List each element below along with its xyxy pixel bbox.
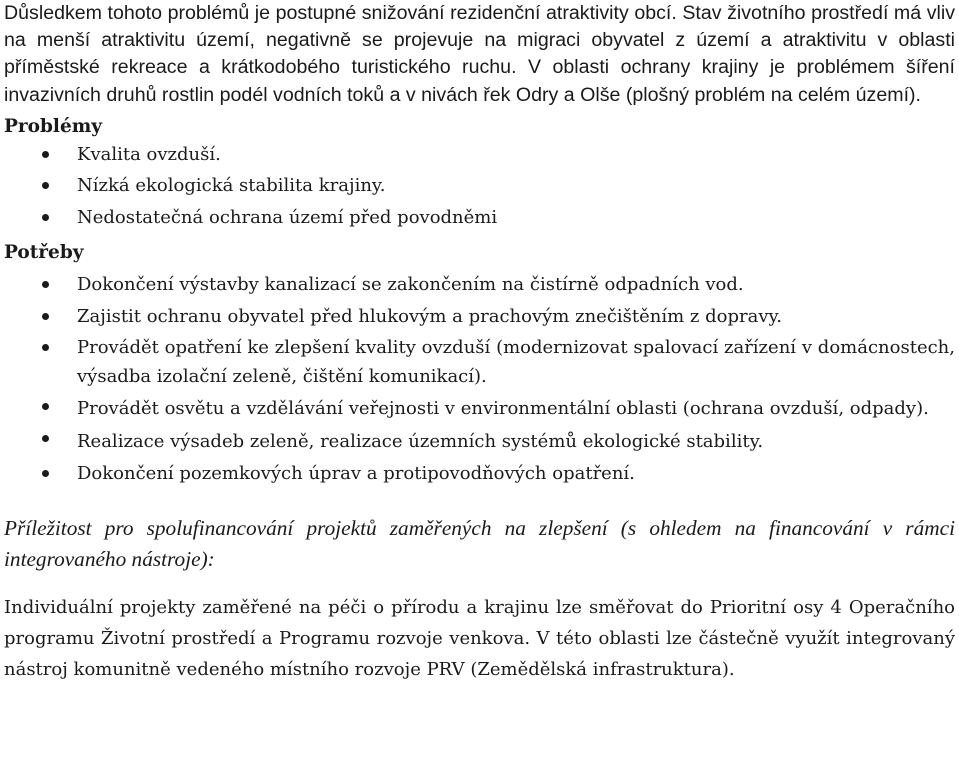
document-page	[4, 0, 955, 685]
bullet-icon	[42, 214, 49, 221]
intro-paragraph: Důsledkem tohoto problémů je postupné snižování rezidenční atraktivity obcí. Stav životního prostředí má vliv na menší atraktivitu území, negativně se projevuje na migraci obyvatel z území a atraktivitu v oblasti příměstské rekreace a krátkodobého turistického ruchu. V oblasti ochrany krajiny je problémem šíření invazivních druhů rostlin podél vodních toků a v nivách řek Odry a Olše (plošný problém na celém území).	[4, 2, 955, 106]
list-item: Nízká ekologická stabilita krajiny.	[4, 170, 955, 202]
list-item: Dokončení výstavby kanalizací se zakončením na čistírně odpadních vod.	[4, 269, 955, 301]
bullet-icon	[42, 435, 49, 442]
problems-list	[4, 139, 955, 234]
needs-list	[4, 269, 955, 489]
bullet-icon	[42, 403, 49, 410]
opportunity-heading: Příležitost pro spolufinancování projektů zaměřených na zlepšení (s ohledem na financování v rámci integrovaného nástroje):	[4, 516, 955, 572]
list-item: Provádět osvětu a vzdělávání veřejnosti v environmentální oblasti (ochrana ovzduší, odpady).	[4, 391, 955, 423]
list-item: Nedostatečná ochrana území před povodněmi	[4, 202, 955, 234]
list-item: Kvalita ovzduší.	[4, 139, 955, 171]
problems-heading: Problémy	[4, 115, 103, 137]
closing-paragraph: Individuální projekty zaměřené na péči o přírodu a krajinu lze směřovat do Prioritní osy 4 Operačního programu Životní prostředí a Programu rozvoje venkova. V této oblasti lze částečně využít integrovaný nástroj komunitně vedeného místního rozvoje PRV (Zemědělská infrastruktura).	[4, 597, 955, 681]
bullet-icon	[42, 182, 49, 189]
bullet-icon	[42, 470, 49, 477]
bullet-icon	[42, 344, 49, 351]
needs-heading: Potřeby	[4, 242, 84, 264]
bullet-icon	[42, 313, 49, 320]
bullet-icon	[42, 151, 49, 158]
list-item: Realizace výsadeb zeleně, realizace územních systémů ekologické stability.	[4, 423, 955, 458]
bullet-icon	[42, 281, 49, 288]
list-item: Dokončení pozemkových úprav a protipovodňových opatření.	[4, 458, 955, 490]
list-item: Provádět opatření ke zlepšení kvality ovzduší (modernizovat spalovací zařízení v domácnostech, výsadba izolační zeleně, čištění komunikací).	[4, 332, 955, 391]
list-item: Zajistit ochranu obyvatel před hlukovým a prachovým znečištěním z dopravy.	[4, 301, 955, 333]
